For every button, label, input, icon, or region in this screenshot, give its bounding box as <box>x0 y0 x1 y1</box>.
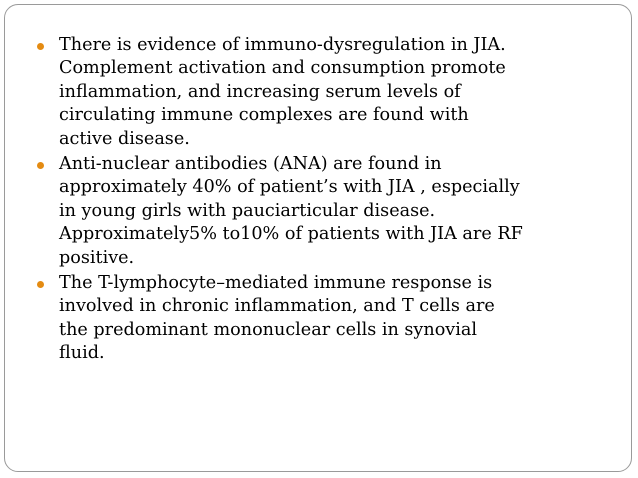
bullet-dot-icon <box>37 162 44 169</box>
bullet-dot-icon <box>37 281 44 288</box>
bullet-text-line: There is evidence of immuno-dysregulation in JIA. <box>59 35 506 55</box>
bullet-text-line: involved in chronic inflammation, and T cells are <box>59 296 495 317</box>
slide <box>4 4 632 472</box>
bullet-text-line: active disease. <box>59 128 190 149</box>
bullet-text-line: The T-lymphocyte–mediated immune response is <box>59 273 493 294</box>
bullet-text-line: positive. <box>59 247 135 268</box>
bullet-list <box>37 34 617 368</box>
bullet-dot-icon <box>37 43 44 50</box>
bullet-text-line: the predominant mononuclear cells in synovial <box>59 319 477 340</box>
bullet-text-line: circulating immune complexes are found with <box>59 105 469 126</box>
bullet-item-ana <box>37 153 617 270</box>
bullet-text-line: Anti-nuclear antibodies (ANA) are found in <box>59 154 442 175</box>
bullet-text-line: Complement activation and consumption promote <box>59 58 506 79</box>
bullet-text-line: inflammation, and increasing serum levels of <box>59 81 461 102</box>
bullet-item-t-lymphocyte <box>37 272 617 366</box>
bullet-text-line: fluid. <box>59 343 105 364</box>
bullet-item-immuno-dysregulation <box>37 34 617 151</box>
bullet-text-line: approximately 40% of patient’s with JIA , especially <box>59 177 520 198</box>
bullet-text-line: in young girls with pauciarticular disease. <box>59 200 436 221</box>
bullet-text-line: Approximately5% to10% of patients with JIA are RF <box>59 224 523 245</box>
